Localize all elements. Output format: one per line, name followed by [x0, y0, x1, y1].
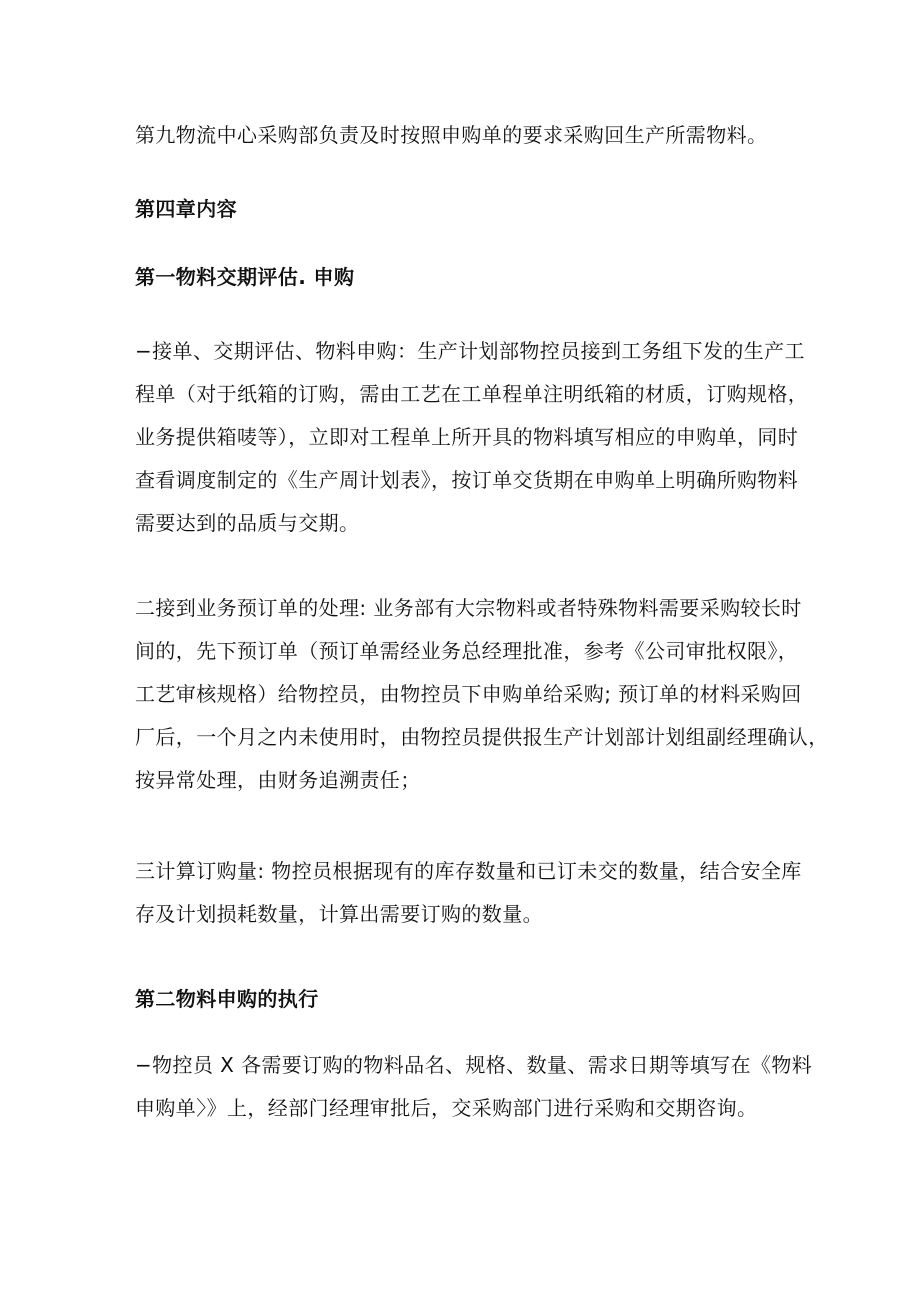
heading-text: 第二物料申购的执行 — [135, 987, 319, 1011]
text-line: 三计算订购量: 物控员根据现有的库存数量和已订未交的数量，结合安全库 — [135, 859, 802, 883]
heading-text: 第一物料交期评估. 申购 — [135, 265, 355, 289]
paragraph-order-intake — [135, 330, 809, 545]
text-line: 间的，先下预订单（预订单需经业务总经理批准，参考《公司审批权限》， — [135, 639, 799, 663]
paragraph-order-quantity — [135, 850, 802, 936]
text-line: 申购单〉》上，经部门经理审批后，交采购部门进行采购和交期咨询。 — [135, 1096, 758, 1120]
text-line: 二接到业务预订单的处理: 业务部有大宗物料或者特殊物料需要采购较长时 — [135, 596, 802, 620]
text-line: 需要达到的品质与交期。 — [135, 511, 360, 535]
heading-text: 第四章内容 — [135, 197, 237, 221]
text-line: 按异常处理，由财务追溯责任； — [135, 768, 421, 792]
text-line: 查看调度制定的《生产周计划表》，按订单交货期在申购单上明确所购物料 — [135, 468, 799, 492]
paragraph-purchase-execution — [135, 1044, 813, 1130]
text-line: 存及计划损耗数量，计算出需要订购的数量。 — [135, 902, 543, 926]
text-line: 工艺审核规格）给物控员，由物控员下申购单给采购; 预订单的材料采购回 — [135, 682, 802, 706]
text-line: 第九物流中心采购部负责及时按照申购单的要求采购回生产所需物料。 — [135, 123, 768, 147]
text-line: 厂后，一个月之内未使用时，由物控员提供报生产计划部计划组副经理确认， — [135, 725, 829, 749]
chapter-heading — [135, 188, 795, 231]
text-line: 程单（对于纸箱的订购，需由工艺在工单程单注明纸箱的材质，订购规格， — [135, 382, 809, 406]
text-line: −接单、交期评估、物料申购：生产计划部物控员接到工务组下发的生产工 — [135, 339, 805, 363]
text-line: 业务提供箱唛等），立即对工程单上所开具的物料填写相应的申购单，同时 — [135, 425, 799, 449]
section-heading-1 — [135, 256, 795, 299]
text-line: −物控员 X 各需要订购的物料品名、规格、数量、需求日期等填写在《物料 — [135, 1053, 813, 1077]
paragraph-pre-order — [135, 587, 829, 802]
intro-paragraph — [135, 114, 795, 157]
section-heading-2 — [135, 978, 795, 1021]
